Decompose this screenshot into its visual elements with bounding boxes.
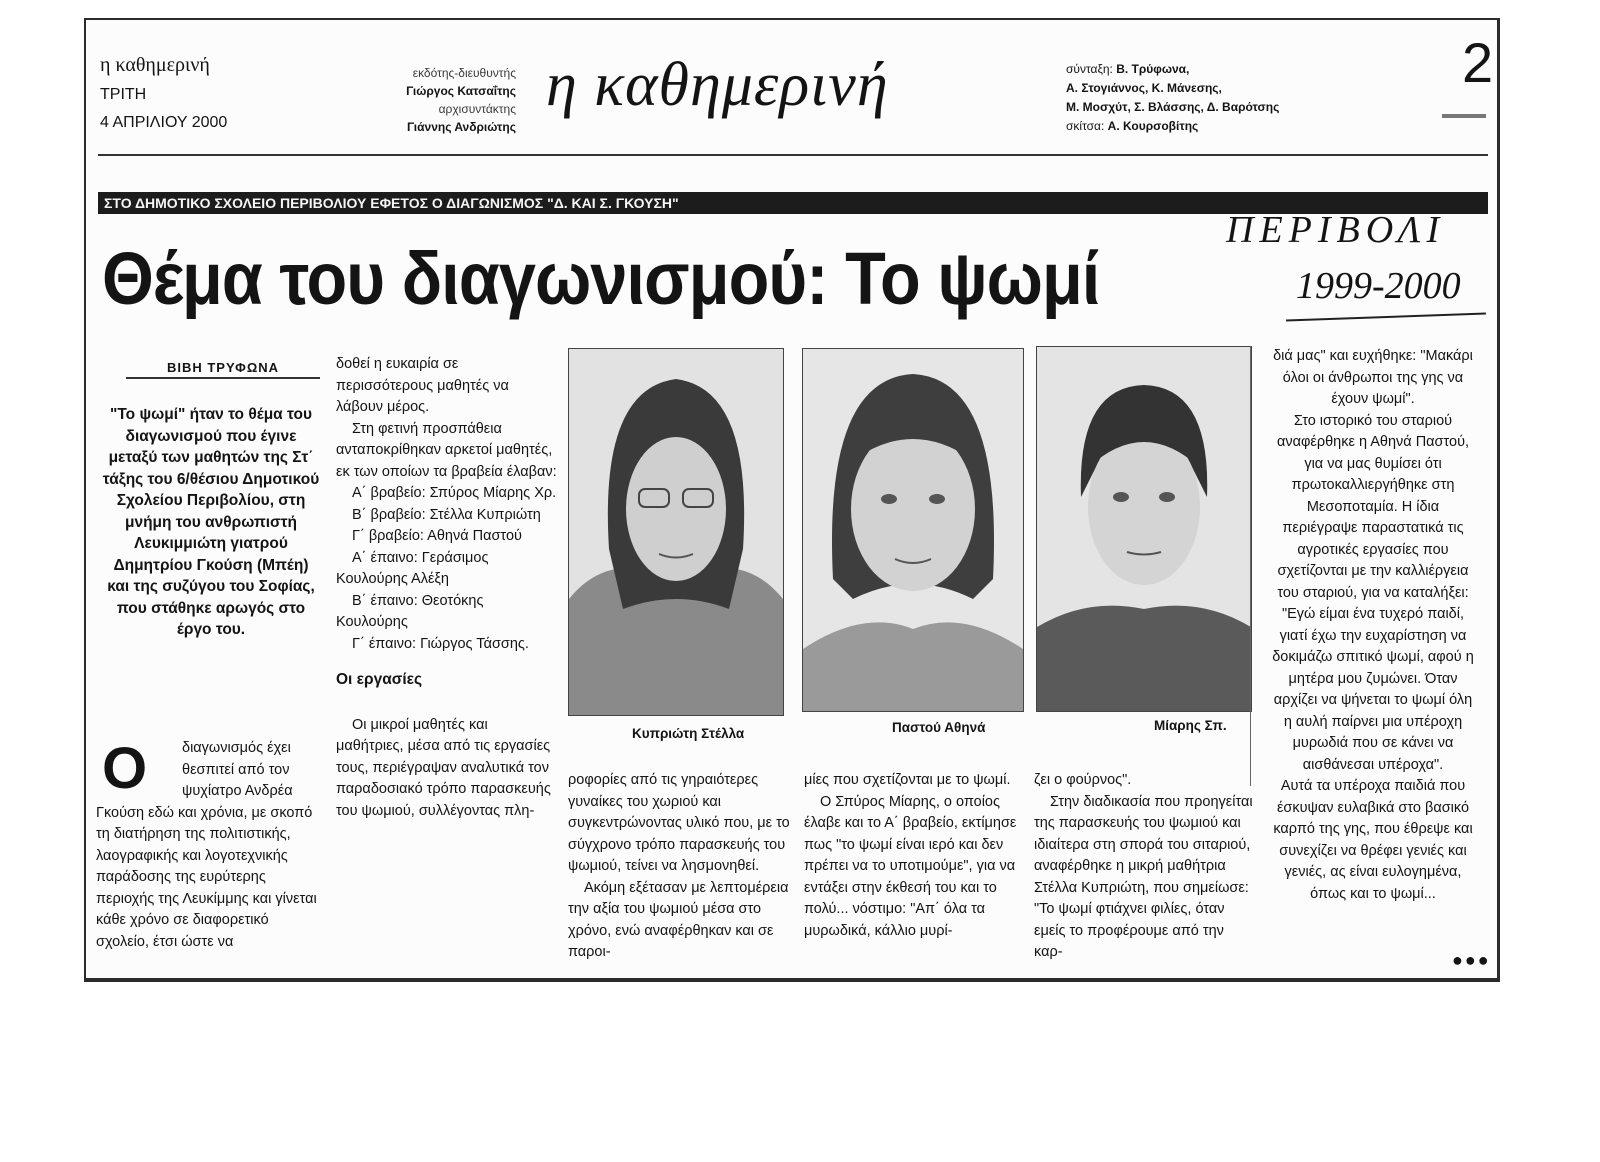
end-mark: ●●● — [1452, 950, 1491, 970]
chief-editor-name: Γιάννης Ανδριώτης — [406, 120, 516, 134]
handwritten-note-place: ΠΕΡΙΒΟΛΙ — [1226, 209, 1446, 251]
byline: ΒΙΒΗ ΤΡΥΦΩΝΑ — [126, 360, 320, 379]
paragraph: διά μας" και ευχήθηκε: "Μακάρι όλοι οι άνθρωποι της γης να έχουν ψωμί". — [1273, 348, 1473, 407]
photo-caption: Παστού Αθηνά — [892, 720, 986, 735]
paragraph: μίες που σχετίζονται με το ψωμί. — [804, 772, 1011, 788]
page-number-rule — [1442, 114, 1486, 118]
paragraph: Ακόμη εξέτασαν με λεπτομέρεια την αξία του ψωμιού μέσα στο χρόνο, ενώ αναφέρθηκαν και σε παροι- — [568, 879, 789, 960]
chief-editor-role: αρχισυντάκτης — [438, 102, 516, 116]
editorial-credits — [1066, 60, 1279, 136]
sketches-label: σκίτσα: — [1066, 119, 1105, 133]
prize-item: Α΄ έπαινο: Γεράσιμος Κουλούρης Αλέξη — [336, 549, 489, 587]
prize-item: Γ΄ βραβείο: Αθηνά Παστού — [352, 528, 522, 544]
handwritten-underline — [1286, 313, 1486, 322]
paragraph: Στο ιστορικό του σταριού αναφέρθηκε η Αθηνά Παστού, για να μας θυμίσει ότι πρωτοκαλλιεργήθηκε στη Μεσοποταμία. Η ίδια περιέγραψε παραστατικά τις αγροτικές εργασίες που σχετίζονται με την καλλιέργεια του σταριού, για να καταλήξει: "Εγώ είμαι ένα τυχερό παιδί, γιατί έχω την ευχαρίστηση να δοκιμάζω σπιτικό ψωμί, αφού η μητέρα μου ζυμώνει. Όταν αρχίζει να ψήνεται το ψωμί όλη η αυλή παίρνει μια υπέροχη μυρωδιά που σε κάνει να αισθάνεσαι υπέροχα". — [1272, 412, 1474, 773]
paragraph: ζει ο φούρνος". — [1034, 772, 1132, 788]
publisher-role: εκδότης-διευθυντής — [412, 66, 516, 80]
masthead-logo: η καθημερινή — [546, 51, 889, 119]
headline: Θέμα του διαγωνισμού: Το ψωμί — [102, 237, 1100, 320]
text-line: διαγωνισμός έχει — [182, 740, 291, 756]
masthead-small: η καθημερινή — [100, 54, 210, 76]
paragraph: ροφορίες από τις γηραιότερες γυναίκες του χωριού και συγκεντρώνοντας υλικό που, με το σύγχρονο τρόπο παρασκευής του ψωμιού, τείνει να λησμονηθεί. — [568, 772, 790, 874]
credits-value: Β. Τρύφωνα, — [1116, 62, 1190, 76]
subheading: Οι εργασίες — [336, 671, 423, 688]
paragraph: Στην διαδικασία που προηγείται της παρασκευής του ψωμιού και ιδιαίτερα στη σπορά του σιταριού, αναφέρθηκε η μικρή μαθήτρια Στέλλα Κυπριώτη, που σημείωσε: "Το ψωμί φτιάχνει φιλίες, όταν εμείς το προφέρουμε από την καρ- — [1034, 793, 1253, 960]
prize-item: Β΄ έπαινο: Θεοτόκης Κουλούρης — [336, 592, 484, 630]
student-photo — [802, 348, 1024, 712]
column-divider — [1250, 346, 1251, 786]
handwritten-note-years: 1999-2000 — [1296, 265, 1461, 307]
paragraph: Στη φετινή προσπάθεια ανταποκρίθηκαν αρκετοί μαθητές, εκ των οποίων τα βραβεία έλαβαν: — [336, 420, 557, 480]
article-column-2 — [336, 354, 558, 822]
issue-date: 4 ΑΠΡΙΛΙΟΥ 2000 — [100, 114, 228, 131]
prize-item: Γ΄ έπαινο: Γιώργος Τάσσης. — [352, 635, 529, 652]
article-column-4 — [804, 770, 1022, 942]
drop-cap: Ο — [102, 736, 148, 801]
section-banner: ΣΤΟ ΔΗΜΟΤΙΚΟ ΣΧΟΛΕΙΟ ΠΕΡΙΒΟΛΙΟΥ ΕΦΕΤΟΣ Ο ΔΙΑΓΩΝΙΣΜΟΣ "Δ. ΚΑΙ Σ. ΓΚΟΥΣΗ" — [98, 192, 1488, 214]
photo-caption: Κυπριώτη Στέλλα — [632, 726, 745, 741]
prize-item: Β΄ βραβείο: Στέλλα Κυπριώτη — [352, 506, 541, 523]
credits-label: σύνταξη: — [1066, 62, 1113, 76]
credits-line: Α. Στογιάννος, Κ. Μάνεσης, — [1066, 81, 1222, 95]
newspaper-clipping — [84, 18, 1500, 982]
header-rule — [98, 154, 1488, 156]
student-photo — [1036, 346, 1252, 712]
prize-item: Α΄ βραβείο: Σπύρος Μίαρης Χρ. — [352, 485, 557, 501]
lead-paragraph: "Το ψωμί" ήταν το θέμα του διαγωνισμού που έγινε μεταξύ των μαθητών της Στ΄ τάξης του 6/θέσιου Δημοτικού Σχολείου Περιβολίου, στη μνήμη του ανθρωπιστή Λευκιμμιώτη γιατρού Δημητρίου Γκούση (Μπέη) και της συζύγου του Σοφίας, που στάθηκε αρωγός στο έργο του. — [102, 406, 320, 638]
text-line: θεσπιτεί από τον — [182, 761, 290, 778]
student-photo — [568, 348, 784, 716]
publisher-name: Γιώργος Κατσαΐτης — [406, 84, 516, 98]
credits-line: Μ. Μοσχύτ, Σ. Βλάσσης, Δ. Βαρότσης — [1066, 100, 1280, 114]
sketches-value: Α. Κουρσοβίτης — [1107, 119, 1199, 133]
text-line: ψυχίατρο Ανδρέα — [182, 783, 293, 799]
paragraph: Γκούση εδώ και χρόνια, με σκοπό τη διατήρηση της πολιτιστικής, λαογραφικής και λογοτεχνικής παράδοσης της ευρύτερης περιοχής της Λευκίμμης και γίνεται κάθε χρόνο σε διαφορετικό σχολείο, έτσι ώστε να — [96, 804, 317, 950]
paragraph: Αυτά τα υπέροχα παιδιά που έσκυψαν ευλαβικά στο βασικό καρπό της γης, που έθρεψε και συνεχίζει να θρέφει γενιές και γενιές, ας είναι ευλογημένα, όπως και το ψωμί... — [1273, 778, 1473, 902]
staff-box — [386, 64, 516, 136]
page-number: 2 — [1462, 31, 1494, 94]
issue-day: ΤΡΙΤΗ — [100, 86, 147, 103]
paragraph: δοθεί η ευκαιρία σε περισσότερους μαθητές να λάβουν μέρος. — [336, 356, 509, 415]
photo-caption: Μίαρης Σπ. — [1154, 718, 1227, 733]
paragraph: Οι μικροί μαθητές και μαθήτριες, μέσα από τις εργασίες τους, περιέγραψαν αναλυτικά τον παραδοσιακό τρόπο παρασκευής του ψωμιού, συλλέγοντας πλη- — [336, 716, 551, 819]
article-column-3 — [568, 770, 794, 964]
article-column-6 — [1268, 346, 1478, 905]
paragraph: Ο Σπύρος Μίαρης, ο οποίος έλαβε και το Α΄ βραβείο, εκτίμησε πως "το ψωμί είναι ιερό και δεν πρέπει να το υποτιμούμε", για να εντάξει στην έκθεσή του και το πολύ... νόστιμο: "Απ΄ όλα τα μυρωδικά, κάλλιο μυρί- — [804, 793, 1017, 939]
article-column-1 — [96, 738, 324, 953]
article-column-5 — [1034, 770, 1256, 964]
